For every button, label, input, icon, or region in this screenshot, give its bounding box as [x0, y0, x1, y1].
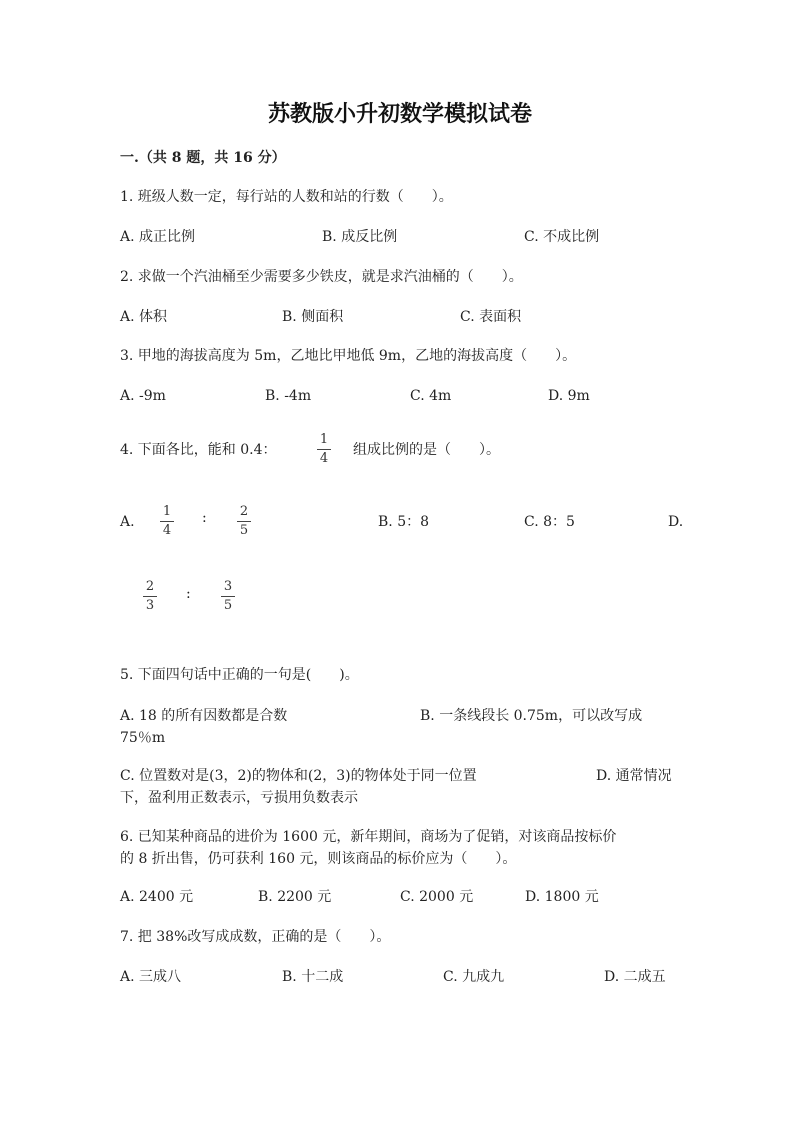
q4-option-d-right-fraction [218, 580, 238, 613]
q2-option-c: C. 表面积 [460, 309, 522, 325]
q6-option-c: C. 2000 元 [400, 889, 474, 905]
fraction-bar [237, 521, 251, 522]
question-4-text-before: 4. 下面各比，能和 0.4： [120, 442, 277, 458]
q7-option-b: B. 十二成 [282, 969, 344, 985]
q4-option-d-left-fraction [140, 580, 160, 613]
question-3-text: 3. 甲地的海拔高度为 5m，乙地比甲地低 9m，乙地的海拔高度（ ）。 [120, 348, 577, 364]
q5-option-c: C. 位置数对是(3，2)的物体和(2，3)的物体处于同一位置 [120, 768, 477, 784]
q1-option-c: C. 不成比例 [524, 229, 600, 245]
q4-fraction [314, 433, 334, 466]
q5-option-d-continued: 下，盈利用正数表示，亏损用负数表示 [120, 790, 358, 806]
fraction-bar [143, 596, 157, 597]
q7-option-a: A. 三成八 [120, 969, 182, 985]
q3-option-c: C. 4m [410, 388, 452, 404]
q6-option-d: D. 1800 元 [525, 889, 599, 905]
q1-option-b: B. 成反比例 [322, 229, 398, 245]
fraction-denominator: 4 [319, 451, 329, 466]
fraction-bar [160, 521, 174, 522]
fraction-numerator: 2 [239, 504, 249, 519]
fraction-bar [221, 596, 235, 597]
q4-option-a-right-fraction [234, 505, 254, 538]
q2-option-b: B. 侧面积 [282, 309, 344, 325]
question-1-text: 1. 班级人数一定，每行站的人数和站的行数（ ）。 [120, 189, 453, 205]
q4-option-a-left-fraction [157, 505, 177, 538]
question-6-text-line1: 6. 已知某种商品的进价为 1600 元，新年期间，商场为了促销，对该商品按标价 [120, 829, 617, 845]
fraction-numerator: 3 [223, 579, 233, 594]
question-6-text-line2: 的 8 折出售，仍可获利 160 元，则该商品的标价应为（ ）。 [120, 851, 517, 867]
q2-option-a: A. 体积 [120, 309, 168, 325]
q5-option-b-continued: 75％m [120, 730, 166, 746]
q7-option-d: D. 二成五 [604, 969, 666, 985]
fraction-denominator: 5 [239, 523, 249, 538]
q4-option-c: C. 8：5 [524, 514, 575, 530]
section-heading: 一.（共 8 题，共 16 分） [120, 150, 286, 166]
q4-option-b: B. 5：8 [378, 514, 430, 530]
q1-option-a: A. 成正比例 [120, 229, 196, 245]
fraction-numerator: 1 [319, 432, 329, 447]
q6-option-b: B. 2200 元 [258, 889, 332, 905]
q3-option-d: D. 9m [548, 388, 590, 404]
fraction-denominator: 3 [145, 598, 155, 613]
fraction-denominator: 4 [162, 523, 172, 538]
page-title: 苏教版小升初数学模拟试卷 [267, 101, 532, 127]
q5-option-b: B. 一条线段长 0.75m，可以改写成 [420, 708, 643, 724]
q6-option-a: A. 2400 元 [120, 889, 194, 905]
q5-option-d: D. 通常情况 [596, 768, 672, 784]
fraction-numerator: 2 [145, 579, 155, 594]
q7-option-c: C. 九成九 [443, 969, 505, 985]
q3-option-b: B. -4m [265, 388, 312, 404]
question-5-text: 5. 下面四句话中正确的一句是( )。 [120, 667, 359, 683]
fraction-bar [317, 449, 331, 450]
q4-option-a-ratio-sign: : [202, 510, 207, 526]
fraction-denominator: 5 [223, 598, 233, 613]
q3-option-a: A. -9m [120, 388, 166, 404]
fraction-numerator: 1 [162, 504, 172, 519]
q4-option-d-label: D. [668, 514, 684, 530]
question-4-text-after: 组成比例的是（ ）。 [353, 442, 500, 458]
q4-option-d-ratio-sign: : [186, 586, 191, 602]
q5-option-a: A. 18 的所有因数都是合数 [120, 708, 288, 724]
question-7-text: 7. 把 38%改写成成数，正确的是（ ）。 [120, 929, 391, 945]
question-2-text: 2. 求做一个汽油桶至少需要多少铁皮，就是求汽油桶的（ ）。 [120, 269, 523, 285]
q4-option-a-label: A. [120, 514, 135, 530]
